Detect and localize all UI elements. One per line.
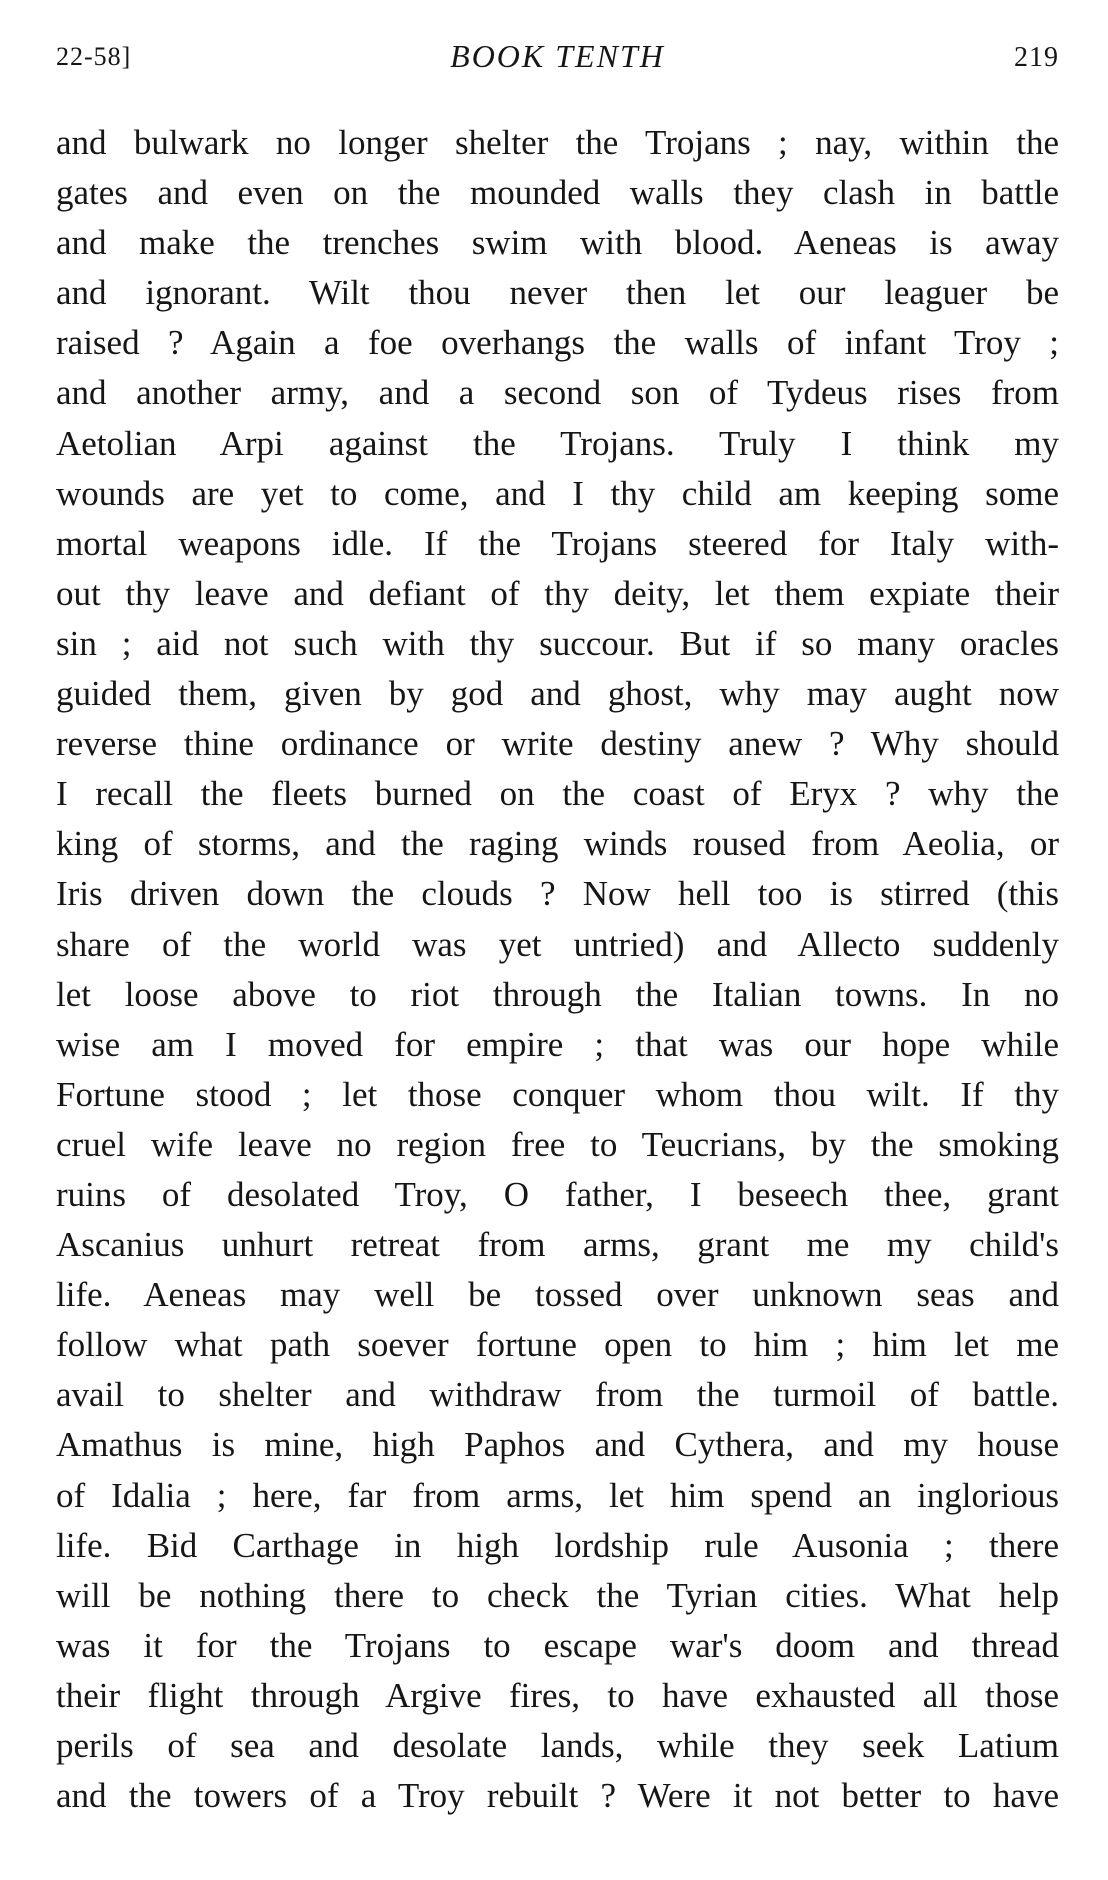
text-line: raised ? Again a foe overhangs the walls of infant Troy ; (56, 323, 1059, 363)
text-line: Fortune stood ; let those conquer whom thou wilt. If thy (56, 1074, 1059, 1114)
text-line: king of storms, and the raging winds roused from Aeolia, or (56, 824, 1059, 864)
text-line: sin ; aid not such with thy succour. But if so many oracles (56, 623, 1059, 663)
text-line: Ascanius unhurt retreat from arms, grant me my child's (56, 1225, 1059, 1265)
text-line: perils of sea and desolate lands, while they seek Latium (56, 1726, 1059, 1765)
text-line: follow what path soever fortune open to him ; him let me (56, 1325, 1059, 1365)
text-line: reverse thine ordinance or write destiny anew ? Why should (56, 724, 1059, 764)
book-title: BOOK TENTH (450, 38, 665, 74)
text-line: Amathus is mine, high Paphos and Cythera, and my house (56, 1425, 1059, 1465)
text-line: let loose above to riot through the Italian towns. In no (56, 974, 1059, 1014)
text-line: and make the trenches swim with blood. Aeneas is away (56, 223, 1059, 263)
text-line: mortal weapons idle. If the Trojans steered for Italy with- (56, 523, 1059, 563)
text-line: cruel wife leave no region free to Teucrians, by the smoking (56, 1124, 1059, 1164)
text-line: ruins of desolated Troy, O father, I beseech thee, grant (56, 1174, 1059, 1214)
text-line: wounds are yet to come, and I thy child am keeping some (56, 473, 1059, 513)
text-line: and ignorant. Wilt thou never then let our leaguer be (56, 273, 1059, 313)
text-line: Iris driven down the clouds ? Now hell too is stirred (this (56, 874, 1059, 914)
text-line: I recall the fleets burned on the coast of Eryx ? why the (56, 774, 1059, 814)
body-text (56, 118, 1059, 1821)
text-line: wise am I moved for empire ; that was our hope while (56, 1024, 1059, 1064)
text-line: and another army, and a second son of Tydeus rises from (56, 373, 1059, 413)
line-range: 22-58] (56, 42, 132, 71)
running-head (56, 38, 1059, 78)
text-line: of Idalia ; here, far from arms, let him spend an inglorious (56, 1475, 1059, 1515)
text-line: was it for the Trojans to escape war's doom and thread (56, 1625, 1059, 1665)
text-line: their flight through Argive fires, to have exhausted all those (56, 1675, 1059, 1715)
text-line: and bulwark no longer shelter the Trojans ; nay, within the (56, 123, 1059, 162)
text-line: will be nothing there to check the Tyrian cities. What help (56, 1575, 1059, 1615)
text-line: life. Bid Carthage in high lordship rule Ausonia ; there (56, 1525, 1059, 1565)
page-number: 219 (1014, 42, 1059, 73)
text-line: Aetolian Arpi against the Trojans. Truly I think my (56, 423, 1059, 463)
text-line: gates and even on the mounded walls they clash in battle (56, 173, 1059, 213)
text-line: out thy leave and defiant of thy deity, let them expiate their (56, 573, 1059, 613)
text-line: share of the world was yet untried) and Allecto suddenly (56, 924, 1059, 964)
text-line: avail to shelter and withdraw from the turmoil of battle. (56, 1375, 1059, 1415)
text-line: and the towers of a Troy rebuilt ? Were it not better to have (56, 1776, 1059, 1816)
text-line: life. Aeneas may well be tossed over unknown seas and (56, 1275, 1059, 1315)
text-line: guided them, given by god and ghost, why may aught now (56, 674, 1059, 714)
